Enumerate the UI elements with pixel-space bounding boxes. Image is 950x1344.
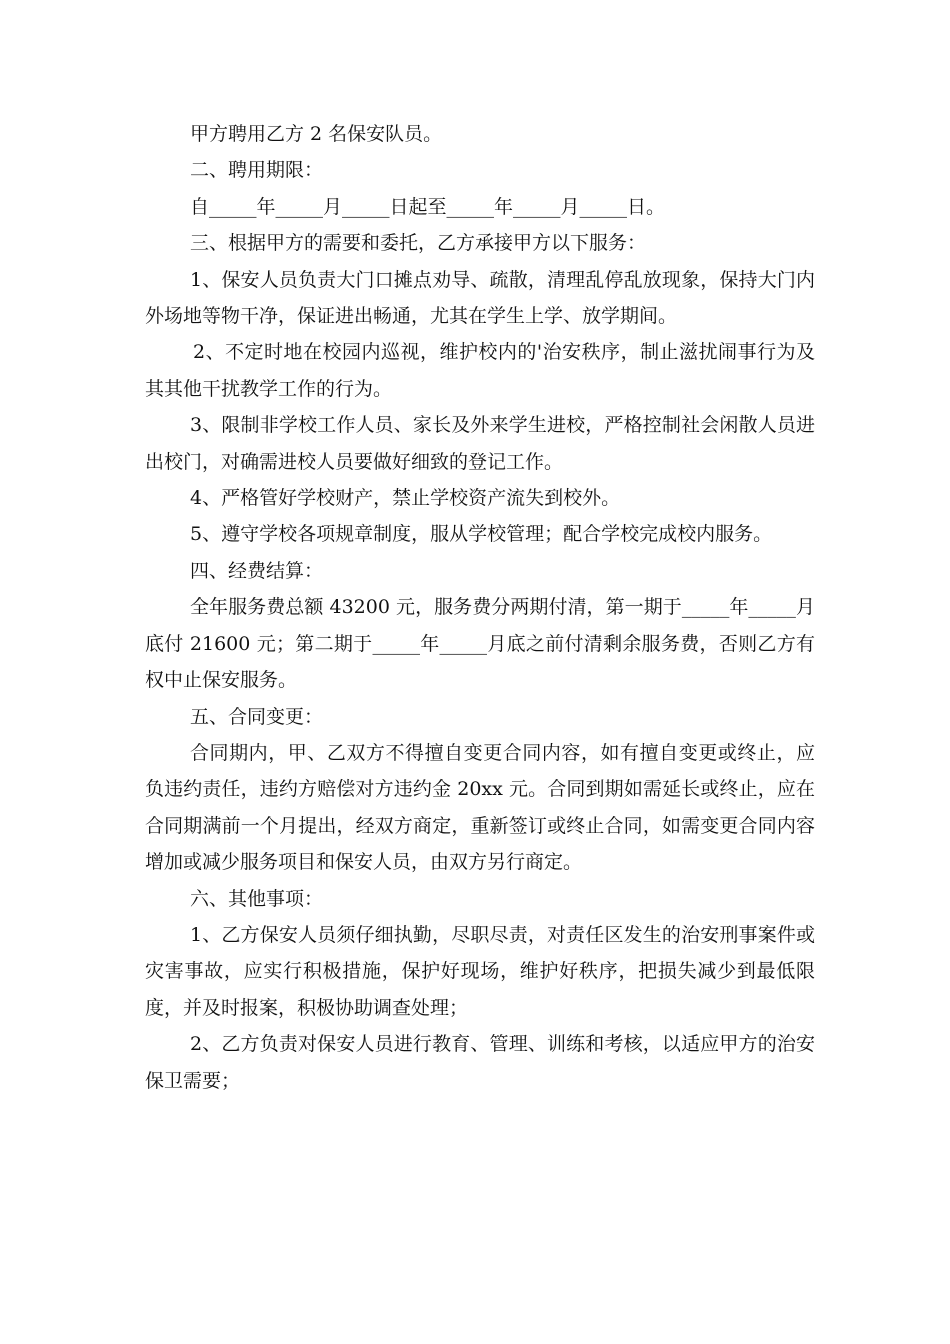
paragraph-settlement: 全年服务费总额 43200 元，服务费分两期付清，第一期于_____年_____月底付 21600 元；第二期于_____年_____月底之前付清剩余服务费，否则乙方有权中止保安服务。 xyxy=(145,596,815,692)
heading-changes: 五、合同变更： xyxy=(190,705,324,728)
paragraph-service-1: 1、保安人员负责大门口摊点劝导、疏散，清理乱停乱放现象，保持大门内外场地等物干净，保证进出畅通，尤其在学生上学、放学期间。 xyxy=(145,268,815,328)
heading-settlement: 四、经费结算： xyxy=(190,559,324,582)
paragraph-service-3: 3、限制非学校工作人员、家长及外来学生进校，严格控制社会闲散人员进出校门，对确需进校人员要做好细致的登记工作。 xyxy=(145,414,815,473)
paragraph-service-4: 4、严格管好学校财产，禁止学校资产流失到校外。 xyxy=(190,487,621,510)
paragraph-other-2: 2、乙方负责对保安人员进行教育、管理、训练和考核，以适应甲方的治安保卫需要； xyxy=(145,1033,815,1092)
document-body xyxy=(145,116,815,1099)
paragraph-hire-count: 甲方聘用乙方 2 名保安队员。 xyxy=(190,123,443,145)
paragraph-term-dates: 自_____年_____月_____日起至_____年_____月_____日。 xyxy=(190,195,666,218)
heading-other: 六、其他事项： xyxy=(190,887,324,910)
paragraph-other-1: 1、乙方保安人员须仔细执勤，尽职尽责，对责任区发生的治安刑事案件或灾害事故，应实行积极措施，保护好现场，维护好秩序，把损失减少到最低限度，并及时报案，积极协助调查处理； xyxy=(145,923,815,1019)
heading-services: 三、根据甲方的需要和委托，乙方承接甲方以下服务： xyxy=(190,232,647,255)
paragraph-service-2: 2、不定时地在校园内巡视，维护校内的'治安秩序，制止滋扰闹事行为及其其他干扰教学工作的行为。 xyxy=(145,341,815,400)
paragraph-changes: 合同期内，甲、乙双方不得擅自变更合同内容，如有擅自变更或终止，应负违约责任，违约方赔偿对方违约金 20xx 元。合同到期如需延长或终止，应在合同期满前一个月提出，经双方商定，重新签订或终止合同，如需变更合同内容增加或减少服务项目和保安人员，由双方另行商定。 xyxy=(145,741,815,874)
heading-term: 二、聘用期限： xyxy=(190,159,324,182)
paragraph-service-5: 5、遵守学校各项规章制度，服从学校管理；配合学校完成校内服务。 xyxy=(190,523,773,546)
